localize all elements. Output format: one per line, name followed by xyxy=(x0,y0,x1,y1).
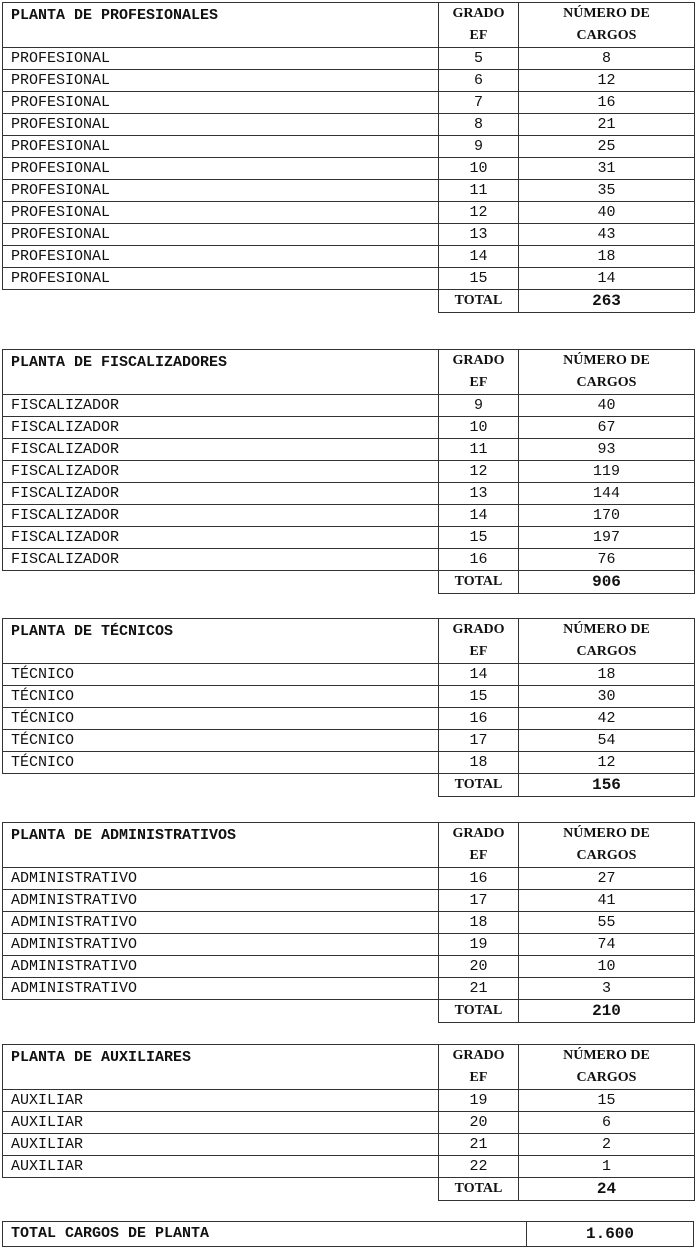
table-row xyxy=(3,158,695,180)
grado-cell: 17 xyxy=(439,890,519,912)
cargo-cell: PROFESIONAL xyxy=(3,224,439,246)
grado-cell: 9 xyxy=(439,395,519,417)
numero-cell: 15 xyxy=(519,1090,695,1112)
cargo-cell: FISCALIZADOR xyxy=(3,417,439,439)
numero-cell: 144 xyxy=(519,483,695,505)
grado-cell: 14 xyxy=(439,505,519,527)
table-row xyxy=(3,527,695,549)
numero-cell: 54 xyxy=(519,730,695,752)
cargo-cell: FISCALIZADOR xyxy=(3,395,439,417)
total-value: 210 xyxy=(519,1000,695,1023)
total-spacer xyxy=(3,290,439,313)
numero-cell: 119 xyxy=(519,461,695,483)
grado-header-line1: GRADO xyxy=(452,826,505,841)
table-row xyxy=(3,686,695,708)
table-row xyxy=(3,246,695,268)
grado-cell: 14 xyxy=(439,664,519,686)
total-value: 24 xyxy=(519,1178,695,1201)
numero-cell: 12 xyxy=(519,70,695,92)
table-row xyxy=(3,439,695,461)
grado-cell: 8 xyxy=(439,114,519,136)
cargos-header-line1: NÚMERO DE xyxy=(563,6,650,21)
numero-cell: 31 xyxy=(519,158,695,180)
grado-cell: 20 xyxy=(439,956,519,978)
grado-cell: 21 xyxy=(439,978,519,1000)
cargo-cell: PROFESIONAL xyxy=(3,136,439,158)
grado-cell: 16 xyxy=(439,868,519,890)
cargo-cell: ADMINISTRATIVO xyxy=(3,978,439,1000)
grand-total-label: TOTAL CARGOS DE PLANTA xyxy=(3,1222,527,1247)
grado-header-line2: EF xyxy=(469,28,488,43)
grado-header xyxy=(439,823,519,868)
cargo-cell: FISCALIZADOR xyxy=(3,549,439,571)
numero-cell: 30 xyxy=(519,686,695,708)
table-header-row xyxy=(3,3,695,48)
section-title: PLANTA DE ADMINISTRATIVOS xyxy=(3,823,439,868)
table-row xyxy=(3,70,695,92)
total-row xyxy=(3,571,695,594)
grado-header-line2: EF xyxy=(469,375,488,390)
numero-cell: 197 xyxy=(519,527,695,549)
table-row xyxy=(3,395,695,417)
cargo-cell: PROFESIONAL xyxy=(3,180,439,202)
total-label: TOTAL xyxy=(439,290,519,313)
table-row xyxy=(3,708,695,730)
grado-cell: 18 xyxy=(439,752,519,774)
numero-cell: 93 xyxy=(519,439,695,461)
table-row xyxy=(3,224,695,246)
planta-table xyxy=(2,618,695,797)
cargo-cell: PROFESIONAL xyxy=(3,158,439,180)
grado-cell: 11 xyxy=(439,180,519,202)
grado-header xyxy=(439,350,519,395)
cargo-cell: ADMINISTRATIVO xyxy=(3,890,439,912)
cargo-cell: PROFESIONAL xyxy=(3,202,439,224)
grado-header-line2: EF xyxy=(469,644,488,659)
cargo-cell: AUXILIAR xyxy=(3,1112,439,1134)
cargo-cell: PROFESIONAL xyxy=(3,114,439,136)
total-spacer xyxy=(3,774,439,797)
grado-header-line1: GRADO xyxy=(452,622,505,637)
grand-total-table xyxy=(2,1221,694,1247)
grado-header-line2: EF xyxy=(469,848,488,863)
cargo-cell: PROFESIONAL xyxy=(3,268,439,290)
total-row xyxy=(3,1178,695,1201)
grand-total-value: 1.600 xyxy=(527,1222,694,1247)
table-row xyxy=(3,730,695,752)
table-header-row xyxy=(3,619,695,664)
grado-header-line1: GRADO xyxy=(452,1048,505,1063)
grado-cell: 9 xyxy=(439,136,519,158)
cargo-cell: FISCALIZADOR xyxy=(3,439,439,461)
numero-cell: 41 xyxy=(519,890,695,912)
grado-cell: 5 xyxy=(439,48,519,70)
table-row xyxy=(3,1112,695,1134)
numero-cell: 74 xyxy=(519,934,695,956)
cargo-cell: PROFESIONAL xyxy=(3,48,439,70)
cargos-header-line2: CARGOS xyxy=(576,848,637,863)
table-header-row xyxy=(3,823,695,868)
grado-cell: 15 xyxy=(439,686,519,708)
table-row xyxy=(3,1134,695,1156)
grado-cell: 15 xyxy=(439,527,519,549)
grado-header-line2: EF xyxy=(469,1070,488,1085)
table-row xyxy=(3,114,695,136)
grado-header-line1: GRADO xyxy=(452,6,505,21)
cargos-header xyxy=(519,619,695,664)
table-row xyxy=(3,978,695,1000)
table-row xyxy=(3,1090,695,1112)
grado-cell: 17 xyxy=(439,730,519,752)
total-value: 156 xyxy=(519,774,695,797)
grado-cell: 13 xyxy=(439,483,519,505)
grand-total-row xyxy=(3,1222,694,1247)
cargo-cell: ADMINISTRATIVO xyxy=(3,956,439,978)
cargo-cell: TÉCNICO xyxy=(3,730,439,752)
numero-cell: 25 xyxy=(519,136,695,158)
grado-cell: 15 xyxy=(439,268,519,290)
numero-cell: 27 xyxy=(519,868,695,890)
cargo-cell: ADMINISTRATIVO xyxy=(3,934,439,956)
numero-cell: 18 xyxy=(519,664,695,686)
cargo-cell: FISCALIZADOR xyxy=(3,505,439,527)
cargo-cell: AUXILIAR xyxy=(3,1134,439,1156)
grado-cell: 14 xyxy=(439,246,519,268)
cargo-cell: AUXILIAR xyxy=(3,1156,439,1178)
total-row xyxy=(3,290,695,313)
cargos-header xyxy=(519,3,695,48)
numero-cell: 18 xyxy=(519,246,695,268)
cargos-header-line1: NÚMERO DE xyxy=(563,622,650,637)
cargos-header-line1: NÚMERO DE xyxy=(563,353,650,368)
numero-cell: 170 xyxy=(519,505,695,527)
planta-table xyxy=(2,2,695,313)
table-row xyxy=(3,956,695,978)
grado-cell: 20 xyxy=(439,1112,519,1134)
cargo-cell: TÉCNICO xyxy=(3,664,439,686)
grado-cell: 12 xyxy=(439,202,519,224)
table-row xyxy=(3,505,695,527)
planta-table xyxy=(2,822,695,1023)
grado-header xyxy=(439,1045,519,1090)
numero-cell: 1 xyxy=(519,1156,695,1178)
grado-cell: 7 xyxy=(439,92,519,114)
numero-cell: 21 xyxy=(519,114,695,136)
total-spacer xyxy=(3,1178,439,1201)
total-label: TOTAL xyxy=(439,571,519,594)
cargo-cell: TÉCNICO xyxy=(3,752,439,774)
table-row xyxy=(3,868,695,890)
numero-cell: 6 xyxy=(519,1112,695,1134)
table-row xyxy=(3,934,695,956)
table-row xyxy=(3,202,695,224)
cargos-header-line2: CARGOS xyxy=(576,644,637,659)
total-label: TOTAL xyxy=(439,774,519,797)
numero-cell: 42 xyxy=(519,708,695,730)
numero-cell: 16 xyxy=(519,92,695,114)
grado-cell: 16 xyxy=(439,708,519,730)
table-row xyxy=(3,136,695,158)
table-header-row xyxy=(3,1045,695,1090)
section-title: PLANTA DE TÉCNICOS xyxy=(3,619,439,664)
table-row xyxy=(3,890,695,912)
section-title: PLANTA DE AUXILIARES xyxy=(3,1045,439,1090)
grado-header xyxy=(439,619,519,664)
cargos-header xyxy=(519,350,695,395)
cargos-header-line1: NÚMERO DE xyxy=(563,826,650,841)
numero-cell: 35 xyxy=(519,180,695,202)
numero-cell: 12 xyxy=(519,752,695,774)
cargo-cell: AUXILIAR xyxy=(3,1090,439,1112)
total-value: 263 xyxy=(519,290,695,313)
table-row xyxy=(3,48,695,70)
cargo-cell: PROFESIONAL xyxy=(3,246,439,268)
table-row xyxy=(3,664,695,686)
section-title: PLANTA DE FISCALIZADORES xyxy=(3,350,439,395)
cargos-header xyxy=(519,823,695,868)
section-title: PLANTA DE PROFESIONALES xyxy=(3,3,439,48)
total-label: TOTAL xyxy=(439,1178,519,1201)
planta-table xyxy=(2,349,695,594)
table-row xyxy=(3,549,695,571)
cargo-cell: ADMINISTRATIVO xyxy=(3,868,439,890)
grado-cell: 19 xyxy=(439,1090,519,1112)
grado-cell: 22 xyxy=(439,1156,519,1178)
cargo-cell: TÉCNICO xyxy=(3,686,439,708)
numero-cell: 8 xyxy=(519,48,695,70)
grado-cell: 18 xyxy=(439,912,519,934)
numero-cell: 10 xyxy=(519,956,695,978)
numero-cell: 14 xyxy=(519,268,695,290)
cargo-cell: FISCALIZADOR xyxy=(3,527,439,549)
numero-cell: 76 xyxy=(519,549,695,571)
table-row xyxy=(3,268,695,290)
table-header-row xyxy=(3,350,695,395)
table-row xyxy=(3,461,695,483)
total-value: 906 xyxy=(519,571,695,594)
table-row xyxy=(3,180,695,202)
grado-cell: 6 xyxy=(439,70,519,92)
numero-cell: 55 xyxy=(519,912,695,934)
numero-cell: 3 xyxy=(519,978,695,1000)
grado-cell: 19 xyxy=(439,934,519,956)
table-row xyxy=(3,1156,695,1178)
grado-cell: 16 xyxy=(439,549,519,571)
grado-cell: 10 xyxy=(439,417,519,439)
cargo-cell: PROFESIONAL xyxy=(3,92,439,114)
cargos-header-line2: CARGOS xyxy=(576,1070,637,1085)
cargo-cell: PROFESIONAL xyxy=(3,70,439,92)
total-row xyxy=(3,774,695,797)
planta-table xyxy=(2,1044,695,1201)
numero-cell: 67 xyxy=(519,417,695,439)
grado-header-line1: GRADO xyxy=(452,353,505,368)
numero-cell: 43 xyxy=(519,224,695,246)
grado-cell: 10 xyxy=(439,158,519,180)
total-spacer xyxy=(3,571,439,594)
cargo-cell: FISCALIZADOR xyxy=(3,461,439,483)
numero-cell: 40 xyxy=(519,202,695,224)
total-spacer xyxy=(3,1000,439,1023)
table-row xyxy=(3,912,695,934)
cargo-cell: FISCALIZADOR xyxy=(3,483,439,505)
cargos-header-line2: CARGOS xyxy=(576,28,637,43)
cargo-cell: ADMINISTRATIVO xyxy=(3,912,439,934)
numero-cell: 40 xyxy=(519,395,695,417)
table-row xyxy=(3,483,695,505)
grado-cell: 11 xyxy=(439,439,519,461)
total-label: TOTAL xyxy=(439,1000,519,1023)
table-row xyxy=(3,92,695,114)
cargos-header-line1: NÚMERO DE xyxy=(563,1048,650,1063)
cargos-header xyxy=(519,1045,695,1090)
grado-cell: 12 xyxy=(439,461,519,483)
cargo-cell: TÉCNICO xyxy=(3,708,439,730)
grado-cell: 21 xyxy=(439,1134,519,1156)
grado-cell: 13 xyxy=(439,224,519,246)
numero-cell: 2 xyxy=(519,1134,695,1156)
total-row xyxy=(3,1000,695,1023)
grado-header xyxy=(439,3,519,48)
cargos-header-line2: CARGOS xyxy=(576,375,637,390)
table-row xyxy=(3,417,695,439)
table-row xyxy=(3,752,695,774)
